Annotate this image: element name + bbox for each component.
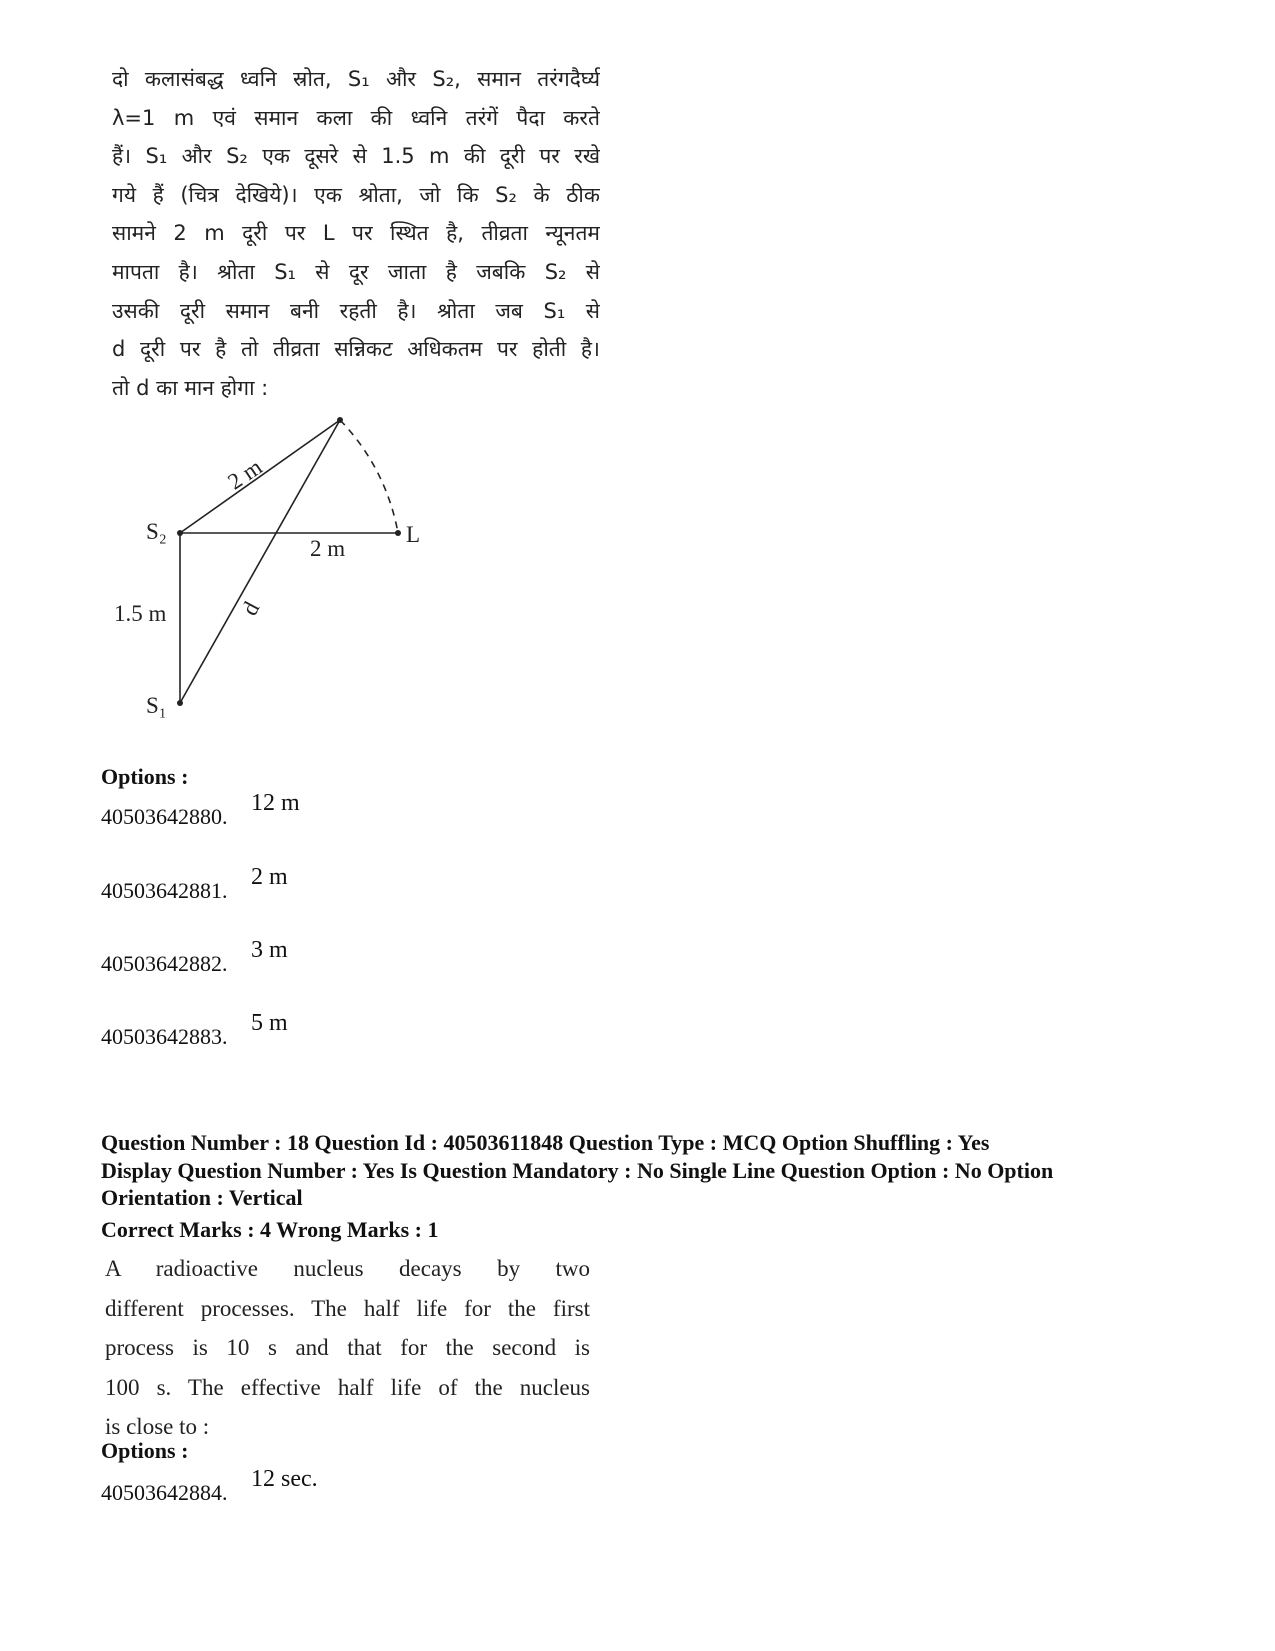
sound-sources-diagram <box>100 415 460 735</box>
label-d: d <box>236 597 265 620</box>
metadata-line: Orientation : Vertical <box>101 1185 303 1210</box>
marks-line: Correct Marks : 4 Wrong Marks : 1 <box>101 1217 439 1242</box>
option-value: 2 m <box>251 864 288 890</box>
point-s2 <box>177 530 183 536</box>
question-17-line: तो d का मान होगा : <box>112 375 269 400</box>
question-17-line: d दूरी पर है तो तीव्रता सन्निकट अधिकतम पर होती है। <box>112 337 600 362</box>
option-value: 3 m <box>251 937 288 963</box>
option-value: 5 m <box>251 1010 288 1036</box>
question-17-line: मापता है। श्रोता S₁ से दूर जाता है जबकि S₂ से <box>112 259 600 284</box>
question-18-metadata <box>101 1129 1261 1212</box>
dashed-arc <box>340 420 398 533</box>
label-L: L <box>406 522 421 547</box>
label-s1: S₁ <box>146 693 167 718</box>
s1-to-top-line <box>180 420 340 703</box>
question-17-line: गये हैं (चित्र देखिये)। एक श्रोता, जो कि S₂ के ठीक <box>112 182 600 207</box>
question-18-text <box>105 1249 590 1447</box>
option-id: 40503642881. <box>101 878 228 903</box>
question-17-line: λ=1 m एवं समान कला की ध्वनि तरंगें पैदा करते <box>112 105 600 130</box>
options-label: Options : <box>101 1438 189 1463</box>
question-18-line: 100 s. The effective half life of the nucleus <box>105 1374 590 1400</box>
question-17-text <box>112 60 600 407</box>
question-17-line: हैं। S₁ और S₂ एक दूसरे से 1.5 m की दूरी पर रखे <box>112 144 600 169</box>
metadata-line: Display Question Number : Yes Is Question Mandatory : No Single Line Question Option : No Option <box>101 1157 1054 1183</box>
option-id: 40503642884. <box>101 1480 228 1505</box>
point-s1 <box>177 700 183 706</box>
label-top-distance: 2 m <box>223 454 267 495</box>
question-18-line: A radioactive nucleus decays by two <box>105 1256 590 1281</box>
question-18-line: is close to : <box>105 1414 210 1440</box>
question-18-line: process is 10 s and that for the second is <box>105 1335 590 1361</box>
option-id: 40503642882. <box>101 951 228 976</box>
label-vertical-distance: 1.5 m <box>114 601 167 626</box>
question-17-line: दो कलासंबद्ध ध्वनि स्रोत, S₁ और S₂, समान तरंगदैर्घ्य <box>112 67 600 91</box>
metadata-line: Question Number : 18 Question Id : 40503611848 Question Type : MCQ Option Shuffling : Yes <box>101 1130 990 1155</box>
option-value: 12 sec. <box>251 1466 318 1492</box>
question-17-line: सामने 2 m दूरी पर L पर स्थित है, तीव्रता न्यूनतम <box>112 221 600 246</box>
option-id: 40503642880. <box>101 804 228 829</box>
options-label: Options : <box>101 764 189 789</box>
label-horizontal-distance: 2 m <box>310 536 346 561</box>
label-s2: S₂ <box>146 519 167 544</box>
point-L <box>395 530 401 536</box>
question-17-line: उसकी दूरी समान बनी रहती है। श्रोता जब S₁ से <box>112 298 600 323</box>
option-value: 12 m <box>251 790 300 816</box>
question-18-line: different processes. The half life for the first <box>105 1295 590 1321</box>
option-id: 40503642883. <box>101 1024 228 1049</box>
point-top <box>337 417 343 423</box>
